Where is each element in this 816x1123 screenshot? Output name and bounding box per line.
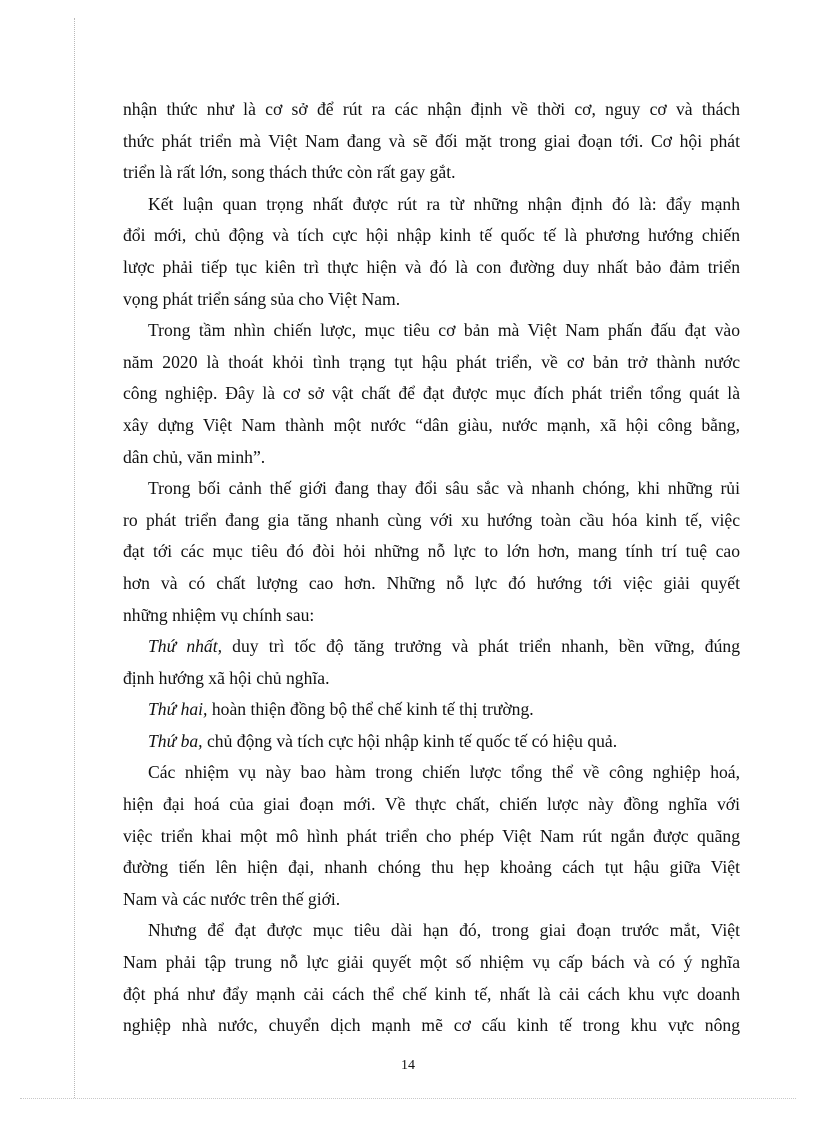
text-line: vọng phát triển sáng sủa cho Việt Nam. [123, 288, 401, 309]
text-line: ro phát triển đang gia tăng nhanh cùng với xu hướng toàn cầu hóa kinh tế, việc [123, 509, 740, 530]
text-line: năm 2020 là thoát khỏi tình trạng tụt hậu phát triển, về cơ bản trở thành nước [123, 351, 740, 372]
list-item-label: Thứ ba, [148, 730, 203, 751]
text-line: đạt tới các mục tiêu đó đòi hỏi những nỗ lực to lớn hơn, mang tính trí tuệ cao [123, 541, 740, 562]
list-item-label: Thứ hai, [148, 699, 208, 720]
text-line: xây dựng Việt Nam thành một nước “dân giàu, nước mạnh, xã hội công bằng, [123, 414, 740, 435]
list-item-label: Thứ nhất, [148, 636, 223, 657]
text-line: Trong bối cảnh thế giới đang thay đổi sâu sắc và nhanh chóng, khi những rủi [148, 478, 740, 499]
text-line: công nghiệp. Đây là cơ sở vật chất để đạt được mục đích phát triển tổng quát là [123, 383, 740, 404]
text-line: triển là rất lớn, song thách thức còn rất gay gắt. [123, 162, 456, 183]
list-item-text: chủ động và tích cực hội nhập kinh tế quốc tế có hiệu quả. [202, 730, 618, 751]
text-line: thức phát triển mà Việt Nam đang và sẽ đối mặt trong giai đoạn tới. Cơ hội phát [123, 130, 740, 151]
text-line: đường tiến lên hiện đại, nhanh chóng thu hẹp khoảng cách tụt hậu giữa Việt [123, 857, 740, 878]
page-frame-bottom-border [20, 1098, 796, 1099]
text-line: Nam phải tập trung nỗ lực giải quyết một số nhiệm vụ cấp bách và có ý nghĩa [123, 952, 740, 973]
text-line: đổi mới, chủ động và tích cực hội nhập kinh tế quốc tế là phương hướng chiến [123, 225, 740, 246]
list-item-text: hoàn thiện đồng bộ thể chế kinh tế thị trường. [207, 699, 534, 720]
text-line: Các nhiệm vụ này bao hàm trong chiến lược tổng thể về công nghiệp hoá, [148, 762, 740, 783]
text-line: định hướng xã hội chủ nghĩa. [123, 667, 330, 688]
text-line: nhận thức như là cơ sở để rút ra các nhận định về thời cơ, nguy cơ và thách [123, 99, 740, 119]
text-line: hơn và có chất lượng cao hơn. Những nỗ lực đó hướng tới việc giải quyết [123, 572, 740, 593]
text-line: đột phá như đẩy mạnh cải cách thể chế kinh tế, nhất là cải cách khu vực doanh [123, 983, 740, 1004]
text-line: nghiệp nhà nước, chuyển dịch mạnh mẽ cơ cấu kinh tế trong khu vực nông [123, 1015, 740, 1036]
list-item-first [123, 631, 740, 663]
text-line: hiện đại hoá của giai đoạn mới. Về thực chất, chiến lược này đồng nghĩa với [123, 794, 740, 815]
text-line: những nhiệm vụ chính sau: [123, 604, 315, 625]
text-line: Trong tầm nhìn chiến lược, mục tiêu cơ bản mà Việt Nam phấn đấu đạt vào [148, 320, 740, 341]
list-item-third [123, 726, 740, 758]
list-item-second [123, 694, 740, 726]
text-line: Nhưng để đạt được mục tiêu dài hạn đó, trong giai đoạn trước mắt, Việt [148, 920, 740, 941]
page-number: 14 [401, 1058, 415, 1073]
text-line: dân chủ, văn minh”. [123, 446, 266, 467]
text-line: Kết luận quan trọng nhất được rút ra từ những nhận định đó là: đẩy mạnh [148, 193, 740, 214]
text-line: Nam và các nước trên thế giới. [123, 888, 341, 909]
document-body [123, 94, 740, 1042]
list-item-text: duy trì tốc độ tăng trưởng và phát triển nhanh, bền vững, đúng [222, 636, 740, 657]
page-frame-left-border [74, 18, 75, 1098]
text-line: lược phải tiếp tục kiên trì thực hiện và đó là con đường duy nhất bảo đảm triển [123, 256, 740, 277]
text-line: việc triển khai một mô hình phát triển cho phép Việt Nam rút ngắn được quãng [123, 825, 740, 846]
